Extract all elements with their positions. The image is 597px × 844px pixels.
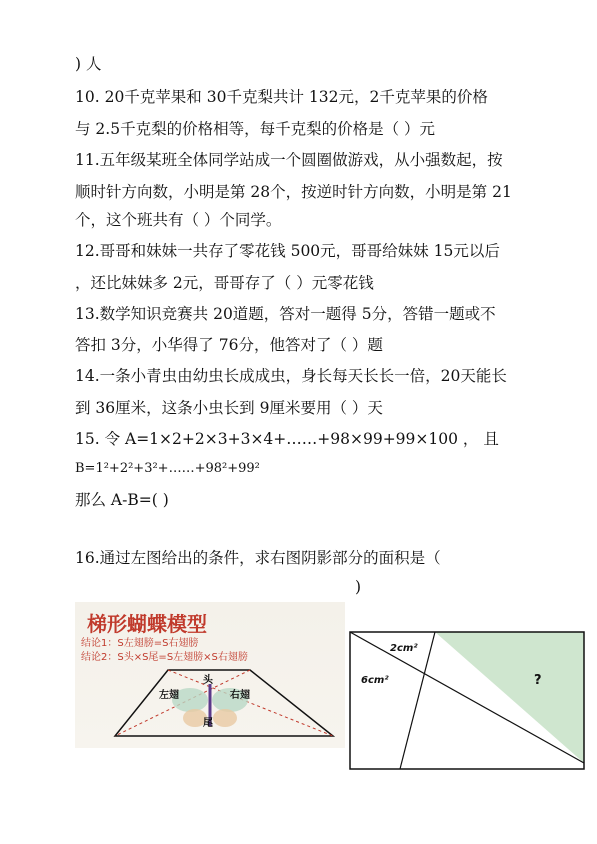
label-tail: 尾	[203, 718, 213, 729]
butterfly-model-figure	[75, 602, 345, 748]
label-unknown-area: ?	[534, 673, 542, 688]
problem-16-line-1: 16.通过左图给出的条件，求右图阴影部分的面积是（	[75, 549, 441, 567]
conclusion-2: 结论2：S头×S尾=S左翅膀×S右翅膀	[81, 652, 248, 663]
text-line-0: ) 人	[75, 55, 102, 73]
problem-14-line-2: 到 36厘米，这条小虫长到 9厘米要用（ ）天	[75, 399, 383, 417]
figure-title: 梯形蝴蝶模型	[87, 612, 207, 636]
label-right-wing: 右翅	[230, 690, 250, 701]
label-2cm2: 2cm²	[390, 643, 418, 654]
label-head: 头	[203, 675, 213, 686]
rectangle-figure	[349, 631, 586, 775]
rectangle-diagram	[349, 631, 586, 771]
problem-11-line-2: 顺时针方向数，小明是第 28个，按逆时针方向数，小明是第 21	[75, 183, 512, 201]
problem-15-line-3: 那么 A-B=( )	[75, 491, 169, 509]
shaded-region	[435, 632, 584, 763]
problem-12-line-2: ，还比妹妹多 2元，哥哥存了（ ）元零花钱	[75, 274, 374, 292]
problem-15-line-2: B=1²+2²+3²+……+98²+99²	[75, 461, 260, 476]
problem-11-line-1: 11.五年级某班全体同学站成一个圆圈做游戏，从小强数起，按	[75, 151, 503, 169]
label-left-wing: 左翅	[159, 690, 179, 701]
conclusion-1: 结论1：S左翅膀=S右翅膀	[81, 638, 199, 649]
problem-15-line-1: 15. 令 A=1×2+2×3+3×4+……+98×99+99×100 ， 且	[75, 430, 499, 448]
label-6cm2: 6cm²	[361, 675, 389, 686]
problem-16-line-2: )	[355, 578, 362, 596]
problem-10-line-1: 10. 20千克苹果和 30千克梨共计 132元，2千克苹果的价格	[75, 88, 488, 106]
problem-12-line-1: 12.哥哥和妹妹一共存了零花钱 500元，哥哥给妹妹 15元以后	[75, 242, 500, 260]
problem-13-line-2: 答扣 3分，小华得了 76分，他答对了（ ）题	[75, 336, 383, 354]
problem-10-line-2: 与 2.5千克梨的价格相等，每千克梨的价格是（ ）元	[75, 120, 436, 138]
problem-11-line-3: 个，这个班共有（ ）个同学。	[75, 211, 282, 229]
problem-13-line-1: 13.数学知识竞赛共 20道题，答对一题得 5分，答错一题或不	[75, 305, 496, 323]
problem-14-line-1: 14.一条小青虫由幼虫长成成虫，身长每天长长一倍，20天能长	[75, 367, 507, 385]
